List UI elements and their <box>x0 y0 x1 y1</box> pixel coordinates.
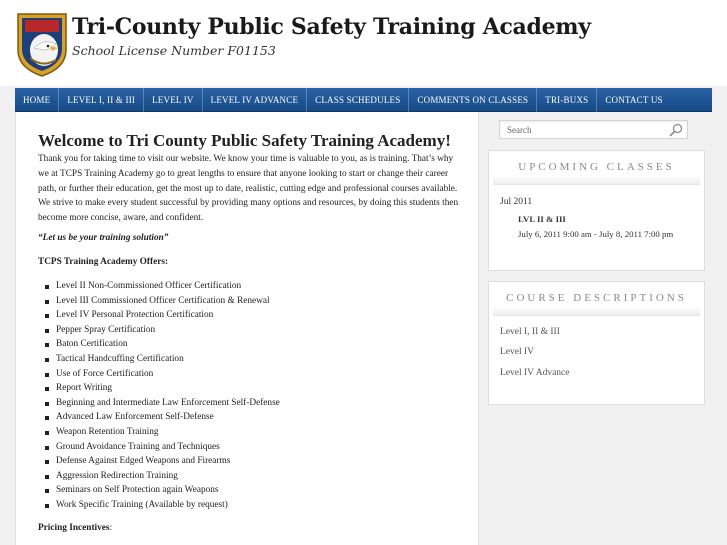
nav-comments-on-classes[interactable]: COMMENTS ON CLASSES <box>409 88 537 112</box>
site-title[interactable]: Tri-County Public Safety Training Academy <box>72 14 591 40</box>
list-item: Beginning and Intermediate Law Enforcement Self-Defense <box>44 396 280 411</box>
intro-paragraph: Thank you for taking time to visit our website. We know your time is valuable to you, as is training. That’s why we at TCPS Training Academy go to great lengths to ensure that anyone looking to start or change their career path, or further their education, get the most up to date, realistic, cutting edge and professional courses available. We strive to make every student successful by providing many options and resources, by doing this students then become more concise, aware, and confident. <box>38 154 459 224</box>
pricing-label: Pricing Incentives <box>38 523 110 533</box>
offers-heading: TCPS Training Academy Offers: <box>38 257 169 267</box>
event-date: July 6, 2011 9:00 am - July 8, 2011 7:00 pm <box>518 229 674 239</box>
nav-tri-buxs[interactable]: TRI-BUXS <box>537 88 597 112</box>
sidebar <box>480 112 712 545</box>
course-link-level-1-2-3[interactable]: Level I, II & III <box>500 327 560 337</box>
search-icon[interactable] <box>669 123 683 137</box>
list-item: Level III Commissioned Officer Certification & Renewal <box>44 294 280 309</box>
list-item: Baton Certification <box>44 337 280 352</box>
list-item: Level II Non-Commissioned Officer Certification <box>44 279 280 294</box>
widget-title: UPCOMING CLASSES <box>493 155 700 185</box>
list-item: Pepper Spray Certification <box>44 323 280 338</box>
course-link-level-4-advance[interactable]: Level IV Advance <box>500 368 570 378</box>
pricing-heading <box>38 523 112 533</box>
nav-level-4-advance[interactable]: LEVEL IV ADVANCE <box>203 88 308 112</box>
widget-title: COURSE DESCRIPTIONS <box>493 286 700 316</box>
list-item: Report Writing <box>44 381 280 396</box>
nav-contact-us[interactable]: CONTACT US <box>605 94 663 105</box>
license-number: School License Number F01153 <box>72 43 276 58</box>
pricing-colon: : <box>109 523 113 533</box>
list-item: Work Specific Training (Available by request) <box>44 498 280 513</box>
site-header <box>0 0 727 86</box>
list-item: Tactical Handcuffing Certification <box>44 352 280 367</box>
nav-class-schedules[interactable]: CLASS SCHEDULES <box>307 88 409 112</box>
event-month: Jul 2011 <box>500 197 533 207</box>
nav-level-1-2-3[interactable]: LEVEL I, II & III <box>59 88 144 112</box>
course-descriptions-widget <box>488 281 705 405</box>
list-item: Advanced Law Enforcement Self-Defense <box>44 410 280 425</box>
main-content <box>15 112 479 545</box>
search-input[interactable] <box>500 121 668 138</box>
search-box <box>499 120 688 139</box>
offers-list <box>44 279 280 513</box>
page-title: Welcome to Tri County Public Safety Training Academy! <box>38 131 451 150</box>
list-item: Seminars on Self Protection again Weapons <box>44 483 280 498</box>
event-title[interactable]: LVL II & III <box>518 214 566 224</box>
list-item: Use of Force Certification <box>44 367 280 382</box>
slogan: “Let us be your training solution” <box>38 233 169 243</box>
list-item: Aggression Redirection Training <box>44 469 280 484</box>
nav-home[interactable]: HOME <box>15 88 59 112</box>
main-navigation <box>15 88 712 112</box>
academy-badge-eagle-icon[interactable] <box>14 10 70 78</box>
list-item: Weapon Retention Training <box>44 425 280 440</box>
nav-level-4[interactable]: LEVEL IV <box>144 88 203 112</box>
list-item: Level IV Personal Protection Certification <box>44 308 280 323</box>
list-item: Defense Against Edged Weapons and Firearms <box>44 454 280 469</box>
list-item: Ground Avoidance Training and Techniques <box>44 440 280 455</box>
course-link-level-4[interactable]: Level IV <box>500 347 535 357</box>
upcoming-classes-widget <box>488 150 705 271</box>
